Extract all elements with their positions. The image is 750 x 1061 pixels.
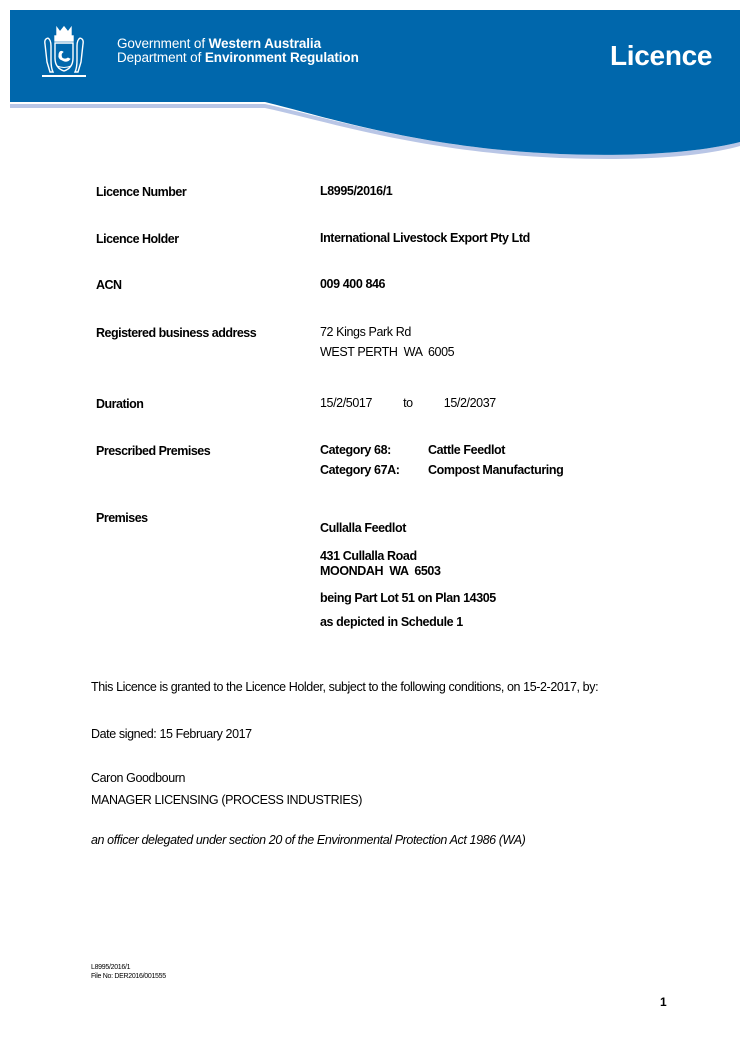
licence-number-label: Licence Number bbox=[96, 185, 187, 199]
premises-label: Premises bbox=[96, 511, 148, 525]
banner-wave-shape bbox=[0, 0, 750, 170]
category-row bbox=[320, 460, 563, 480]
licence-number-value: L8995/2016/1 bbox=[320, 184, 393, 198]
delegation-statement: an officer delegated under section 20 of the Environmental Protection Act 1986 (WA) bbox=[91, 833, 526, 847]
document-title: Licence bbox=[610, 40, 713, 71]
premises-name: Cullalla Feedlot bbox=[320, 521, 406, 535]
date-signed: Date signed: 15 February 2017 bbox=[91, 727, 252, 741]
acn-value: 009 400 846 bbox=[320, 277, 386, 291]
address-line-1: 72 Kings Park Rd bbox=[320, 325, 411, 339]
signatory-title: MANAGER LICENSING (PROCESS INDUSTRIES) bbox=[91, 793, 362, 807]
prescribed-premises-label: Prescribed Premises bbox=[96, 444, 211, 458]
footer-file-no: File No: DER2016/001555 bbox=[91, 973, 166, 980]
premises-schedule: as depicted in Schedule 1 bbox=[320, 615, 463, 629]
acn-label: ACN bbox=[96, 278, 122, 292]
wa-coat-of-arms-icon bbox=[40, 24, 88, 80]
registered-address-label: Registered business address bbox=[96, 326, 257, 340]
duration-end: 15/2/2037 bbox=[443, 396, 496, 410]
premises-address-line-2: MOONDAH WA 6503 bbox=[320, 564, 441, 578]
header-banner bbox=[0, 0, 750, 170]
category-code: Category 67A: bbox=[320, 463, 400, 477]
address-line-2: WEST PERTH WA 6005 bbox=[320, 345, 455, 359]
category-description: Cattle Feedlot bbox=[428, 443, 506, 457]
footer-ref: L8995/2016/1 bbox=[91, 964, 131, 971]
premises-address bbox=[320, 549, 441, 579]
document-footer bbox=[91, 963, 166, 981]
premises-address-line-1: 431 Cullalla Road bbox=[320, 549, 417, 563]
org-line-2: Department of Environment Regulation bbox=[117, 50, 359, 65]
duration-start: 15/2/5017 bbox=[320, 396, 373, 410]
registered-address-value bbox=[320, 322, 454, 362]
licence-holder-label: Licence Holder bbox=[96, 232, 179, 246]
signatory-name: Caron Goodbourn bbox=[91, 771, 186, 785]
page-number: 1 bbox=[660, 995, 667, 1009]
category-description: Compost Manufacturing bbox=[428, 463, 564, 477]
category-code: Category 68: bbox=[320, 443, 391, 457]
prescribed-premises-value bbox=[320, 440, 563, 480]
category-row bbox=[320, 440, 563, 460]
duration-to: to bbox=[403, 396, 413, 410]
licence-holder-value: International Livestock Export Pty Ltd bbox=[320, 231, 530, 245]
org-line-1: Government of Western Australia bbox=[117, 36, 321, 51]
duration-value bbox=[320, 393, 496, 413]
premises-lot: being Part Lot 51 on Plan 14305 bbox=[320, 591, 496, 605]
duration-label: Duration bbox=[96, 397, 144, 411]
organisation-name bbox=[117, 37, 359, 65]
grant-statement: This Licence is granted to the Licence Holder, subject to the following conditions, on 15-2-2017, by: bbox=[91, 680, 599, 694]
